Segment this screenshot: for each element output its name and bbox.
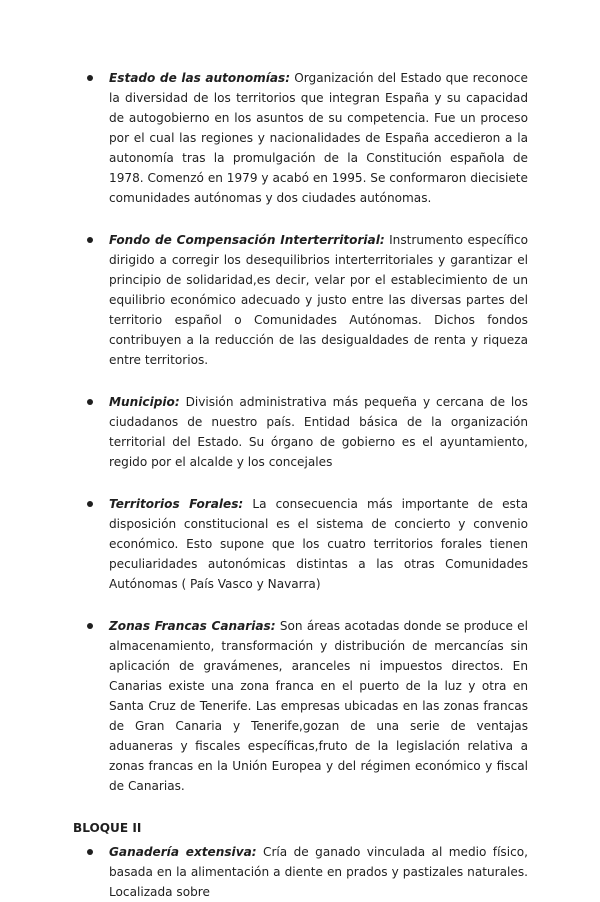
glossary-entry-municipio: [73, 392, 528, 472]
bullet-icon: [87, 623, 93, 629]
section-glossary-list: [73, 842, 528, 902]
glossary-definition: División administrativa más pequeña y cercana de los ciudadanos de nuestro país. Entidad básica de la organización territorial del Estado. Su órgano de gobierno es el ayuntamiento, regido por el alcalde y los concejales: [109, 395, 528, 469]
glossary-entry-zonas-francas: [73, 616, 528, 796]
glossary-definition: Cría de ganado vinculada al medio físico, basada en la alimentación a diente en prados y pastizales naturales. Localizada sobre: [109, 845, 528, 899]
glossary-term: Estado de las autonomías:: [109, 71, 291, 85]
bullet-icon: [87, 237, 93, 243]
glossary-definition: Son áreas acotadas donde se produce el almacenamiento, transformación y distribución de mercancías sin aplicación de gravámenes, aranceles ni impuestos directos. En Canarias existe una zona franca en el puerto de la luz y otra en Santa Cruz de Tenerife. Las empresas ubicadas en las zonas francas de Gran Canaria y Tenerife,gozan de una serie de ventajas aduaneras y fiscales específicas,fruto de la legislación relativa a zonas francas en la Unión Europea y del régimen económico y fiscal de Canarias.: [109, 619, 528, 793]
glossary-term: Municipio:: [109, 395, 180, 409]
bullet-icon: [87, 849, 93, 855]
glossary-term: Fondo de Compensación Interterritorial:: [109, 233, 385, 247]
glossary-entry-territorios-forales: [73, 494, 528, 594]
glossary-definition: Instrumento específico dirigido a corregir los desequilibrios interterritoriales y garantizar el principio de solidaridad,es decir, velar por el establecimiento de un equilibrio económico adecuado y justo entre las diversas partes del territorio español o Comunidades Autónomas. Dichos fondos contribuyen a la reducción de las desigualdades de renta y riqueza entre territorios.: [109, 233, 528, 367]
glossary-term: Ganadería extensiva:: [109, 845, 257, 859]
glossary-list: [73, 68, 528, 796]
section-heading: BLOQUE II: [73, 821, 142, 835]
bullet-icon: [87, 75, 93, 81]
glossary-entry-ganaderia-extensiva: [73, 842, 528, 902]
glossary-entry-fondo-compensacion: [73, 230, 528, 370]
bullet-icon: [87, 501, 93, 507]
glossary-term: Territorios Forales:: [109, 497, 244, 511]
bullet-icon: [87, 399, 93, 405]
glossary-definition: Organización del Estado que reconoce la diversidad de los territorios que integran España y su capacidad de autogobierno en los asuntos de su competencia. Fue un proceso por el cual las regiones y nacionalidades de España accedieron a la autonomía tras la promulgación de la Constitución española de 1978. Comenzó en 1979 y acabó en 1995. Se conformaron diecisiete comunidades autónomas y dos ciudades autónomas.: [109, 71, 528, 205]
glossary-term: Zonas Francas Canarias:: [109, 619, 276, 633]
glossary-definition: La consecuencia más importante de esta disposición constitucional es el sistema de concierto y convenio económico. Esto supone que los cuatro territorios forales tienen peculiaridades autonómicas distintas a las otras Comunidades Autónomas ( País Vasco y Navarra): [109, 497, 528, 591]
glossary-entry-estado-autonomias: [73, 68, 528, 208]
